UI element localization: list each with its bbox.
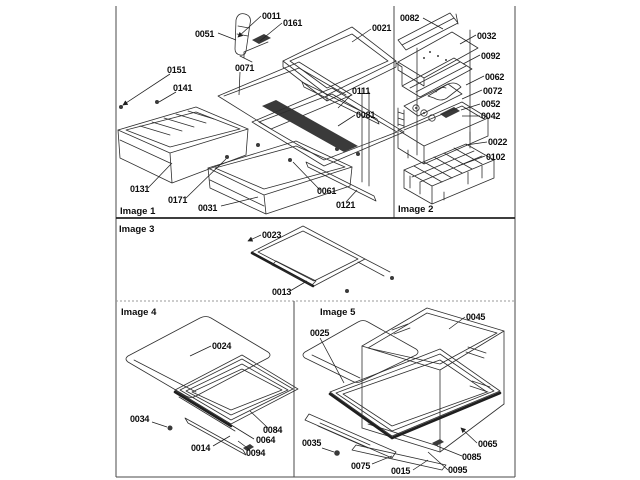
callout-0082: 0082 [400,13,420,23]
hatch-band-drawing [262,100,358,152]
callout-0025: 0025 [310,328,330,338]
leaders-image-3 [248,235,307,291]
callout-0111: 0111 [352,86,371,96]
panel-title-image-1: Image 1 [120,206,156,217]
front-trim-0075-drawing [305,414,396,458]
callout-0062: 0062 [485,72,505,82]
callout-0085: 0085 [462,452,482,462]
callout-0095: 0095 [448,465,468,475]
callout-0084: 0084 [263,425,283,435]
callout-0011: 0011 [262,11,281,21]
rail-0052-drawing [398,108,404,128]
control-insert-drawing [252,34,271,44]
shelf-frame-0021-drawing [283,27,402,101]
shelf-frame-image4-drawing [175,355,298,431]
callout-0024: 0024 [212,341,232,351]
callout-0052: 0052 [481,99,501,109]
callout-0161: 0161 [283,18,303,28]
callout-0121: 0121 [336,200,356,210]
callout-0045: 0045 [466,312,486,322]
panel-image-3 [119,224,394,297]
callout-0015: 0015 [391,466,411,476]
panel-image-5 [302,307,504,476]
callout-0064: 0064 [256,435,276,445]
callout-0071: 0071 [235,63,255,73]
callout-0014: 0014 [191,443,211,453]
panel-title-image-3: Image 3 [119,224,155,235]
callout-0131: 0131 [130,184,150,194]
callout-0081: 0081 [356,110,376,120]
panel-title-image-2: Image 2 [398,204,434,215]
callout-0031: 0031 [198,203,218,213]
callout-0102: 0102 [486,152,506,162]
stack-guides [417,30,470,155]
callout-0034: 0034 [130,414,150,424]
panel-title-image-4: Image 4 [121,307,157,318]
callout-0042: 0042 [481,111,501,121]
panel-image-4 [121,307,298,458]
callout-0013: 0013 [272,287,292,297]
callout-0072: 0072 [483,86,503,96]
callout-0061: 0061 [317,186,337,196]
screw-0035 [334,450,340,456]
callout-0151: 0151 [167,65,187,75]
panel-image-2 [398,13,507,215]
leaders-image-4 [152,346,268,450]
callout-0035: 0035 [302,438,322,448]
crisper-pan-drawing [118,107,248,183]
callout-0092: 0092 [481,51,501,61]
shelf-0032-drawing [398,32,478,86]
callout-0051: 0051 [195,29,215,39]
drawer-pan-drawing [208,141,352,214]
callout-0094: 0094 [246,448,266,458]
callout-0141: 0141 [173,83,193,93]
callout-0021: 0021 [372,23,392,33]
screw-0034 [168,426,173,431]
clip-0042-drawing [440,107,460,118]
panel-title-image-5: Image 5 [320,307,356,318]
panel-image-1 [118,11,404,217]
callout-0022: 0022 [488,137,508,147]
callout-0171: 0171 [168,195,188,205]
callout-0032: 0032 [477,31,497,41]
callout-0023: 0023 [262,230,282,240]
callout-0065: 0065 [478,439,498,449]
callout-0075: 0075 [351,461,371,471]
